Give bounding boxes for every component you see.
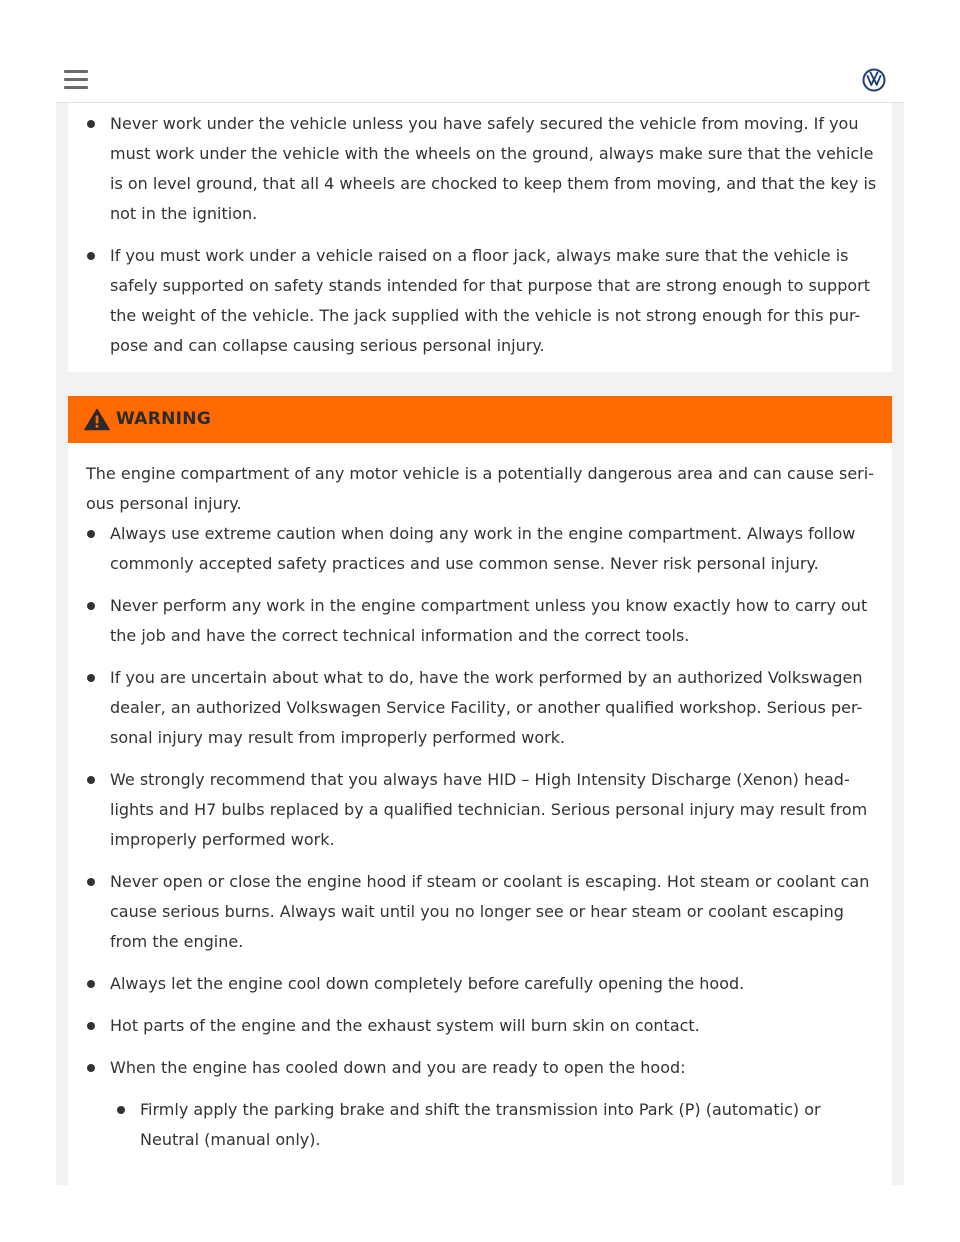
warning-card	[68, 396, 892, 1185]
top-bar	[0, 0, 960, 103]
list-item: Never perform any work in the engine compartment unless you know exactly how to carry out the job and have the correct technical information and the correct tools.	[68, 591, 878, 651]
list-item: If you must work under a vehicle raised on a floor jack, always make sure that the vehicle is safely supported on safety stands intended for that purpose that are strong enough to support the weight of the vehicle. The jack supplied with the vehicle is not strong enough for this pur-pose and can collapse causing serious personal injury.	[68, 241, 878, 361]
warning-list	[68, 519, 878, 1167]
sub-list-item: Firmly apply the parking brake and shift the transmission into Park (P) (automatic) or Neutral (manual only).	[68, 1095, 878, 1155]
hamburger-menu-icon[interactable]	[64, 70, 88, 90]
warning-title: WARNING	[116, 409, 212, 429]
list-item: Hot parts of the engine and the exhaust system will burn skin on contact.	[68, 1011, 878, 1041]
vw-logo-icon[interactable]	[862, 68, 886, 92]
warning-header	[68, 396, 892, 443]
warning-triangle-icon	[84, 408, 110, 431]
list-item: If you are uncertain about what to do, have the work performed by an authorized Volkswagen dealer, an authorized Volkswagen Service Facility, or another qualified workshop. Serious per-sonal injury may result from improperly performed work.	[68, 663, 878, 753]
list-item: Always use extreme caution when doing any work in the engine compartment. Always follow commonly accepted safety practices and use common sense. Never risk personal injury.	[68, 519, 878, 579]
list-item: We strongly recommend that you always have HID – High Intensity Discharge (Xenon) head-lights and H7 bulbs replaced by a qualified technician. Serious personal injury may result from improperly performed work.	[68, 765, 878, 855]
list-item: Never work under the vehicle unless you have safely secured the vehicle from moving. If you must work under the vehicle with the wheels on the ground, always make sure that the vehicle is on level ground, that all 4 wheels are chocked to keep them from moving, and that the key is not in the ignition.	[68, 109, 878, 229]
warning-intro: The engine compartment of any motor vehicle is a potentially dangerous area and can cause seri-ous personal injury.	[86, 464, 874, 513]
content-area	[56, 103, 904, 1185]
list-item: Never open or close the engine hood if steam or coolant is escaping. Hot steam or coolant can cause serious burns. Always wait until you no longer see or hear steam or coolant escaping from the engine.	[68, 867, 878, 957]
safety-notes-card	[68, 103, 892, 372]
safety-notes-list	[68, 109, 878, 373]
list-item: Always let the engine cool down completely before carefully opening the hood.	[68, 969, 878, 999]
list-item: When the engine has cooled down and you are ready to open the hood:	[68, 1053, 878, 1083]
